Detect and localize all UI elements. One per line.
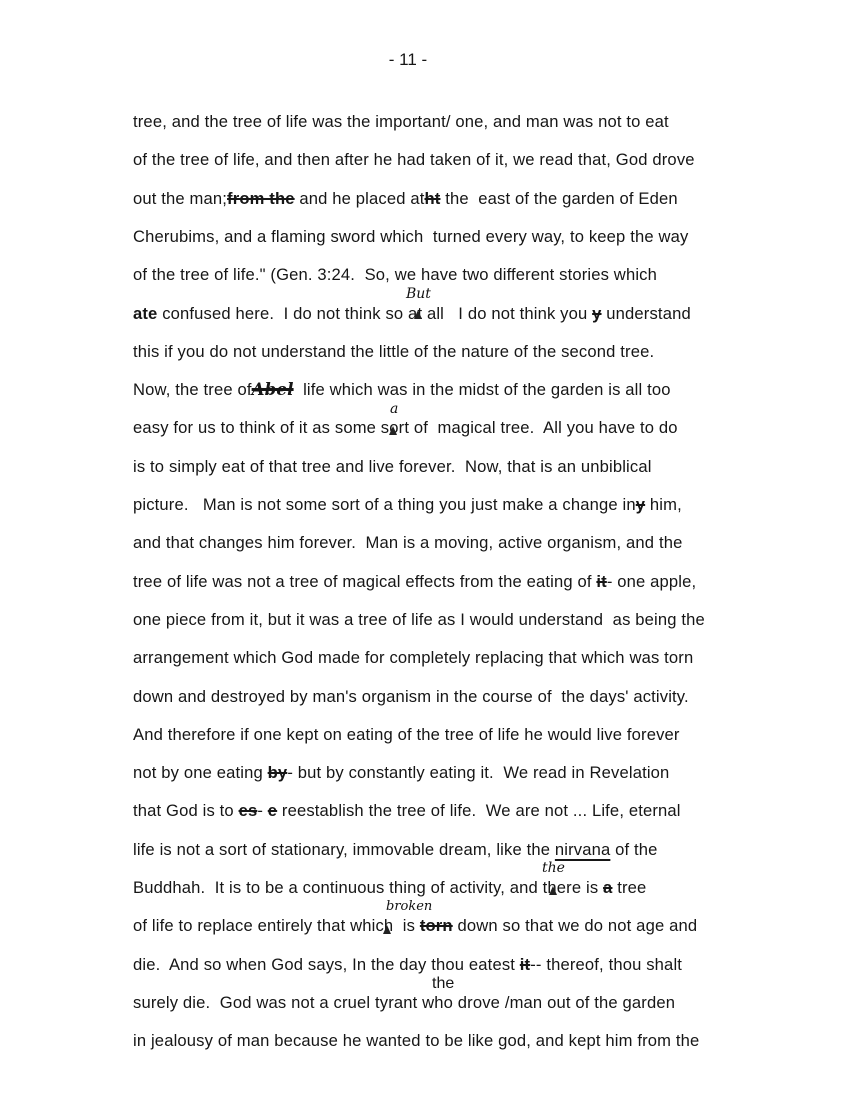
text-segment: And therefore if one kept on eating of the tree of life he would live forever: [133, 724, 680, 744]
struck-text: from the: [227, 188, 295, 208]
text-line: [133, 916, 697, 935]
text-segment: and that changes him forever. Man is a moving, active organism, and the: [133, 533, 683, 553]
text-line: [133, 648, 693, 667]
underlined-text: nirvana: [554, 839, 611, 859]
text-line: [133, 150, 695, 169]
text-segment: confused here. I do not think so at all I do not think you: [157, 303, 593, 323]
struck-text: it: [519, 954, 531, 974]
text-segment: Cherubims, and a flaming sword which turned every way, to keep the way: [133, 226, 689, 246]
text-segment: is to simply eat of that tree and live forever. Now, that is an unbiblical: [133, 456, 652, 476]
overtyped-text: ate: [133, 303, 158, 323]
text-segment: him,: [645, 495, 682, 514]
text-segment: of the tree of life." (Gen. 3:24. So, we have two different stories which: [133, 265, 657, 285]
text-segment: life which was in the midst of the garden is all too: [293, 380, 671, 400]
text-line: [133, 457, 652, 476]
text-line: [133, 265, 657, 284]
text-segment: down so that we do not age and: [452, 916, 698, 936]
struck-text: y: [592, 303, 602, 323]
text-line: [133, 418, 678, 437]
text-segment: this if you do not understand the little of the nature of the second tree.: [133, 341, 655, 361]
text-line: [133, 687, 689, 706]
handwritten-insertion-the: the: [542, 860, 565, 876]
text-line: [133, 189, 678, 208]
text-segment: -: [257, 801, 268, 821]
text-segment: Now, the tree of: [133, 380, 252, 400]
text-line: [133, 725, 680, 744]
handwritten-insertion-a: a: [390, 401, 399, 417]
insertion-caret: [549, 886, 557, 895]
text-line: [133, 495, 682, 514]
struck-text: es: [238, 801, 258, 821]
text-segment: - but by constantly eating it. We read in Revelation: [287, 763, 670, 783]
struck-text: ht: [424, 188, 441, 208]
text-line: [133, 533, 682, 552]
text-line: [133, 763, 669, 782]
text-segment: -- thereof, thou shalt: [530, 954, 683, 974]
text-line: [133, 801, 681, 820]
typed-insertion-the: the: [432, 975, 455, 992]
text-segment: one piece from it, but it was a tree of life as I would understand as being the: [133, 609, 705, 629]
text-line: [133, 342, 654, 361]
text-segment: arrangement which God made for completely replacing that which was torn: [133, 648, 694, 668]
handwritten-insertion-but: But: [406, 286, 431, 302]
page-number: - 11 -: [388, 50, 428, 69]
struck-text: by: [267, 763, 288, 783]
text-segment: of life to replace entirely that which is: [133, 916, 420, 936]
text-line: [133, 112, 669, 131]
text-line: [133, 1031, 699, 1050]
text-segment: picture. Man is not some sort of a thing you just make a change in: [133, 495, 636, 514]
text-segment: not by one eating: [133, 763, 268, 783]
text-line: [133, 878, 646, 897]
struck-text: e: [267, 801, 278, 821]
struck-text: torn: [419, 916, 453, 936]
text-segment: Buddhah. It is to be a continuous thing of activity, and there is: [133, 878, 604, 897]
struck-text: y: [635, 495, 646, 514]
text-line: [133, 227, 688, 246]
text-segment: that God is to: [133, 801, 239, 821]
insertion-caret: [389, 426, 397, 435]
text-segment: tree: [612, 878, 647, 897]
text-segment: die. And so when God says, In the day thou eatest: [133, 954, 520, 974]
insertion-caret: [383, 925, 391, 934]
insertion-caret: [414, 310, 422, 319]
text-line: [133, 304, 691, 323]
struck-text: it: [596, 571, 607, 591]
text-line: [133, 955, 682, 974]
text-segment: in jealousy of man because he wanted to be like god, and kept him from the: [133, 1031, 700, 1051]
text-segment: of the: [610, 839, 658, 859]
text-segment: the east of the garden of Eden: [440, 188, 678, 208]
text-segment: down and destroyed by man's organism in the course of the days' activity.: [133, 686, 689, 706]
handwritten-insertion-broken: broken: [386, 899, 433, 914]
text-line: [133, 380, 671, 399]
text-line: [133, 572, 696, 591]
text-segment: - one apple,: [606, 571, 697, 591]
text-segment: tree, and the tree of life was the important/ one, and man was not to eat: [133, 112, 669, 131]
text-segment: surely die. God was not a cruel tyrant who drove /man out of the garden: [133, 992, 676, 1012]
text-segment: reestablish the tree of life. We are not ... Life, eternal: [277, 801, 681, 821]
text-segment: out the man;: [133, 188, 228, 208]
text-segment: tree of life was not a tree of magical effects from the eating of: [133, 571, 597, 591]
text-line: [133, 993, 675, 1012]
text-segment: understand: [601, 303, 691, 323]
struck-text: a: [603, 878, 613, 897]
scribbled-out-text: Abel: [251, 379, 294, 400]
text-segment: of the tree of life, and then after he had taken of it, we read that, God drove: [133, 150, 695, 170]
text-line: [133, 840, 658, 859]
text-segment: life is not a sort of stationary, immovable dream, like the: [133, 839, 555, 859]
text-line: [133, 610, 705, 629]
text-segment: and he placed at: [294, 188, 425, 208]
text-segment: easy for us to think of it as some sort of magical tree. All you have to do: [133, 418, 678, 438]
